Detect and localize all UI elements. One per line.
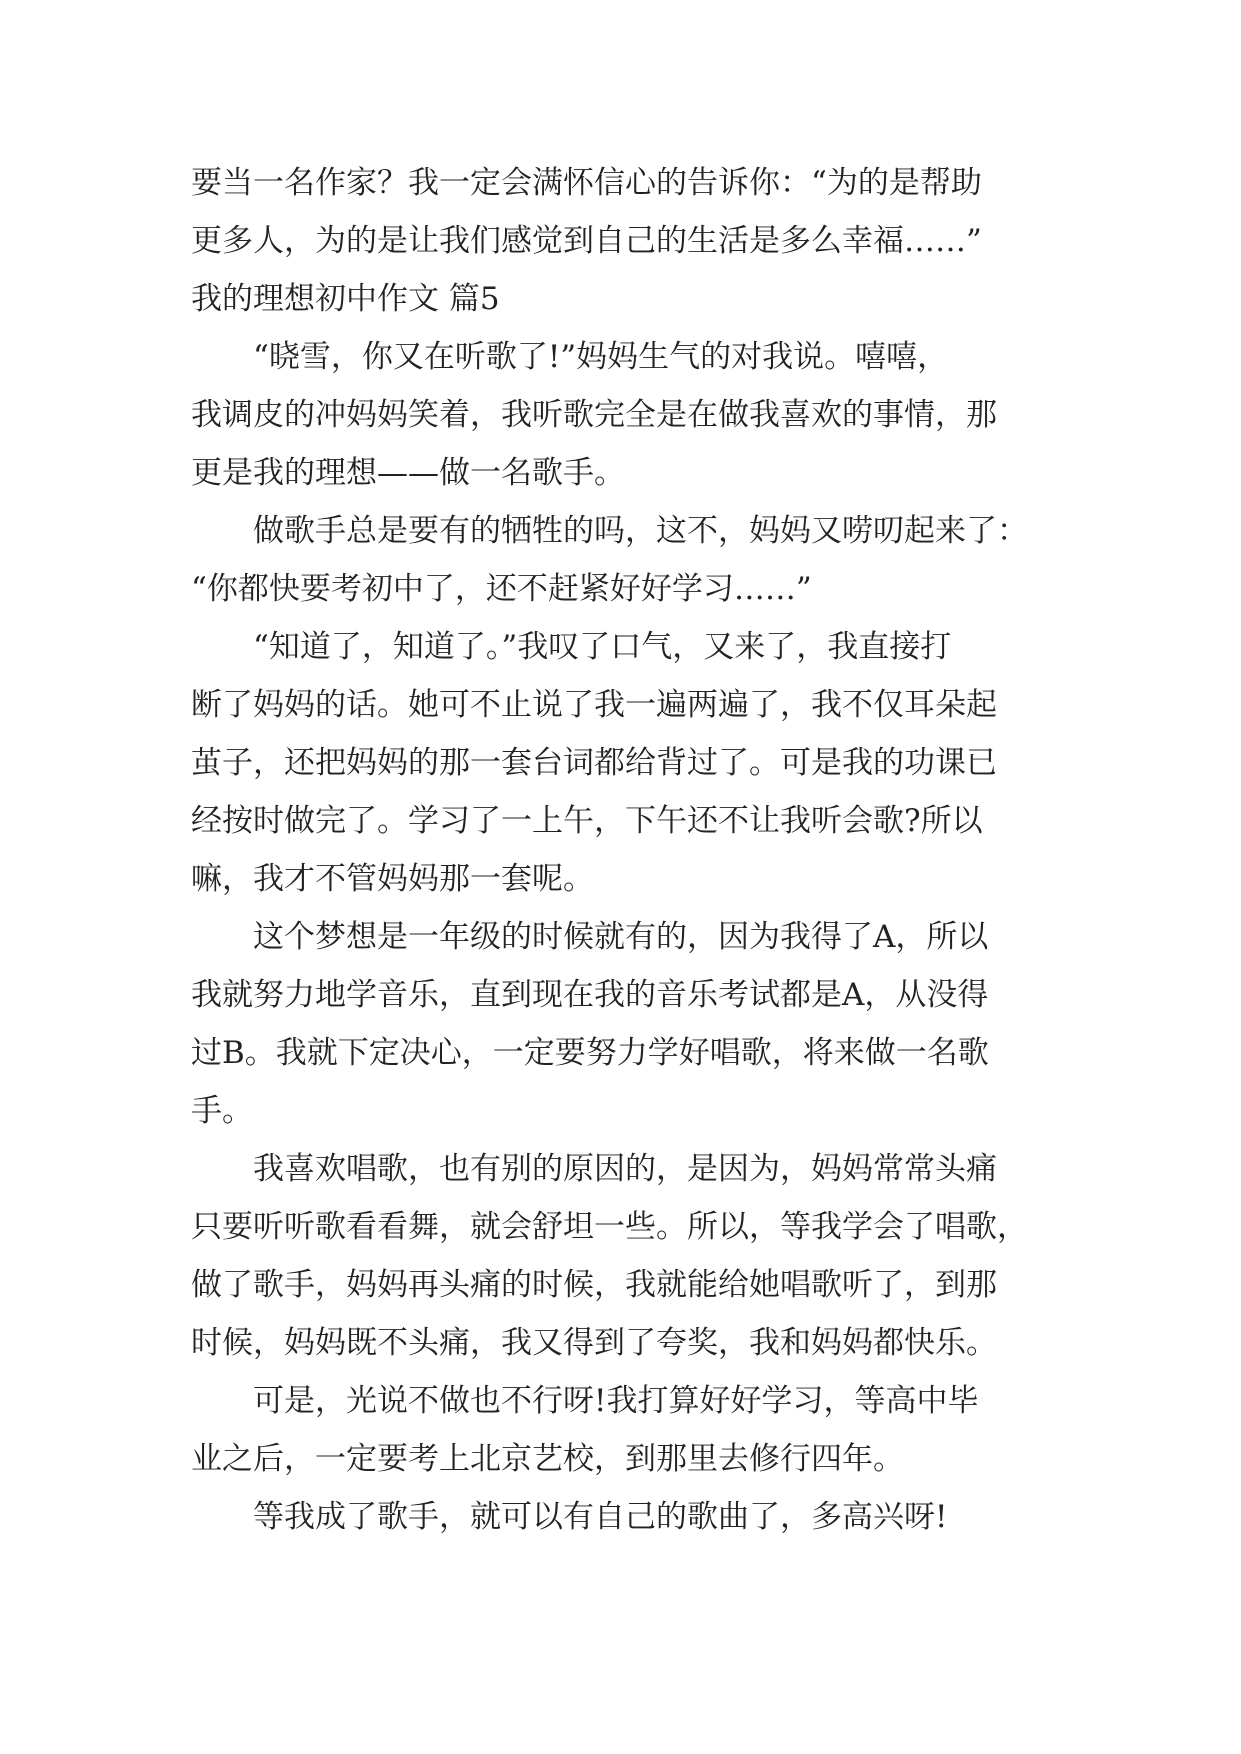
paragraph	[191, 1488, 1061, 1546]
paragraph-line: 这个梦想是一年级的时候就有的，因为我得了A，所以	[253, 919, 989, 955]
paragraph-line: 我喜欢唱歌，也有别的原因的，是因为，妈妈常常头痛	[253, 1151, 997, 1187]
paragraph	[191, 502, 1061, 618]
paragraph	[191, 618, 1061, 908]
paragraph-line: 时候，妈妈既不头痛，我又得到了夸奖，我和妈妈都快乐。	[191, 1325, 997, 1361]
paragraph-line: 等我成了歌手，就可以有自己的歌曲了，多高兴呀!	[253, 1499, 948, 1535]
paragraph	[191, 1140, 1061, 1372]
paragraph-line: 做歌手总是要有的牺牲的吗，这不，妈妈又唠叨起来了：	[253, 513, 1028, 549]
paragraph-line: 嘛，我才不管妈妈那一套呢。	[191, 861, 594, 897]
paragraph-line: “知道了，知道了。”我叹了口气，又来了，我直接打	[253, 629, 952, 665]
paragraph-line: 茧子，还把妈妈的那一套台词都给背过了。可是我的功课已	[191, 745, 997, 781]
paragraph-line: 我就努力地学音乐，直到现在我的音乐考试都是A，从没得	[191, 977, 989, 1013]
paragraph-line: 经按时做完了。学习了一上午，下午还不让我听会歌?所以	[191, 803, 983, 839]
paragraph-line: 我调皮的冲妈妈笑着，我听歌完全是在做我喜欢的事情，那	[191, 397, 997, 433]
paragraph-line: “晓雪，你又在听歌了!”妈妈生气的对我说。嘻嘻，	[253, 339, 949, 375]
document-body	[191, 154, 1061, 1546]
intro-line: 更多人，为的是让我们感觉到自己的生活是多么幸福……”	[191, 223, 982, 259]
paragraph-line: 可是，光说不做也不行呀!我打算好好学习，等高中毕	[253, 1383, 979, 1419]
section-heading: 我的理想初中作文 篇5	[191, 281, 500, 317]
paragraph	[191, 1372, 1061, 1488]
paragraph	[191, 328, 1061, 502]
paragraph	[191, 908, 1061, 1140]
paragraph-line: 业之后，一定要考上北京艺校，到那里去修行四年。	[191, 1441, 904, 1477]
paragraph-line: 过B。我就下定决心，一定要努力学好唱歌，将来做一名歌	[191, 1035, 989, 1071]
paragraph-line: 只要听听歌看看舞，就会舒坦一些。所以，等我学会了唱歌，	[191, 1209, 1028, 1245]
intro-line: 要当一名作家？我一定会满怀信心的告诉你：“为的是帮助	[191, 165, 982, 201]
paragraph-line: 做了歌手，妈妈再头痛的时候，我就能给她唱歌听了，到那	[191, 1267, 997, 1303]
paragraph-line: 手。	[191, 1093, 253, 1129]
paragraph-line: 更是我的理想——做一名歌手。	[191, 455, 625, 491]
paragraph-line: 断了妈妈的话。她可不止说了我一遍两遍了，我不仅耳朵起	[191, 687, 997, 723]
paragraph-line: “你都快要考初中了，还不赶紧好好学习……”	[191, 571, 812, 607]
